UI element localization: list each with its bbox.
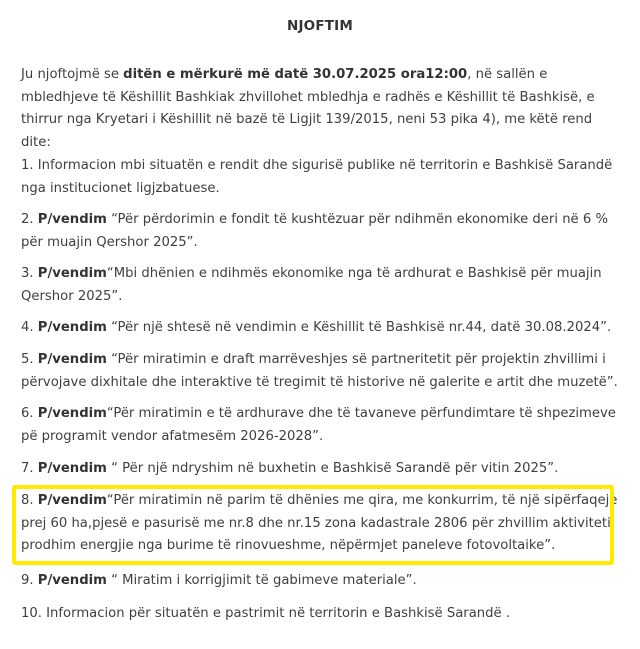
item-type: P/vendim [37,493,107,508]
meeting-date: ditën e mërkurë më datë 30.07.2025 ora12:00 [123,67,468,82]
agenda-item-4 [21,317,626,340]
item-type: P/vendim [37,266,107,281]
item-text: “Për miratimin e draft marrëveshjes së partneritetit për projektin zhvillimi i përvojave dixhitale dhe interaktive të tregimit të historive në galerite e artit dhe muzetë”. [21,352,618,390]
agenda-item-10 [21,603,626,626]
item-number: 1. [21,158,38,173]
item-text: “Për miratimin në parim të dhënies me qira, me konkurrim, të një sipërfaqeje prej 60 ha,pjesë e pasurisë me nr.8 dhe nr.15 zona kadastrale 2806 për zhvillim aktiviteti prodhim energjie nga burime të rinovueshme, nëpërmjet paneleve fotovoltaike”. [21,493,618,553]
item-number: 3. [21,266,38,281]
intro-text-end: , në sallën e mbledhjeve të Këshillit Bashkiak zhvillohet mbledhja e radhës e Këshillit të Bashkisë, e thirrur nga Kryetari i Këshillit në bazë të Ligjit 139/2015, neni 53 pika 4), me këtë rend dite: [21,67,595,150]
item-number: 2. [21,212,38,227]
item-text: “Mbi dhënien e ndihmës ekonomike nga të ardhurat e Bashkisë për muajin Qershor 2025”. [21,266,602,304]
item-text: “Për miratimin e të ardhurave dhe të tavaneve përfundimtare të shpezimeve pë programit vendor afatmesëm 2026-2028”. [21,406,616,444]
item-number: 5. [21,352,38,367]
item-number: 4. [21,320,38,335]
intro-paragraph [21,64,626,154]
item-type: P/vendim [37,406,107,421]
agenda-item-7 [21,458,626,481]
item-number: 9. [21,573,38,588]
item-number: 7. [21,461,38,476]
notice-title: NJOFTIM [286,18,354,34]
item-text: “ Për një ndryshim në buxhetin e Bashkisë Sarandë për vitin 2025”. [106,461,559,476]
item-number: 10. [21,606,47,621]
item-type: P/vendim [37,573,107,588]
agenda-item-2 [21,209,626,254]
agenda-item-3 [21,263,626,308]
agenda-item-1 [21,155,626,200]
item-text: Informacion për situatën e pastrimit në territorin e Bashkisë Sarandë . [46,606,511,621]
item-type: P/vendim [37,320,107,335]
item-text: Informacion mbi situatën e rendit dhe sigurisë publike në territorin e Bashkisë Sarandë nga institucionet ligjzbatuese. [21,158,613,196]
item-text: “Për përdorimin e fondit të kushtëzuar për ndihmën ekonomike deri në 6 % për muajin Qershor 2025”. [21,212,608,250]
item-text: “ Miratim i korrigjimit të gabimeve materiale”. [106,573,417,588]
highlight-annotation [12,485,614,565]
item-type: P/vendim [37,352,107,367]
intro-text-start: Ju njoftojmë se [21,67,124,82]
agenda-item-5 [21,349,626,394]
item-type: P/vendim [37,212,107,227]
item-number: 6. [21,406,38,421]
item-type: P/vendim [37,461,107,476]
agenda-item-9 [21,570,626,593]
item-text: “Për një shtesë në vendimin e Këshillit të Bashkisë nr.44, datë 30.08.2024”. [106,320,612,335]
agenda-item-6 [21,403,626,448]
item-number: 8. [21,493,38,508]
